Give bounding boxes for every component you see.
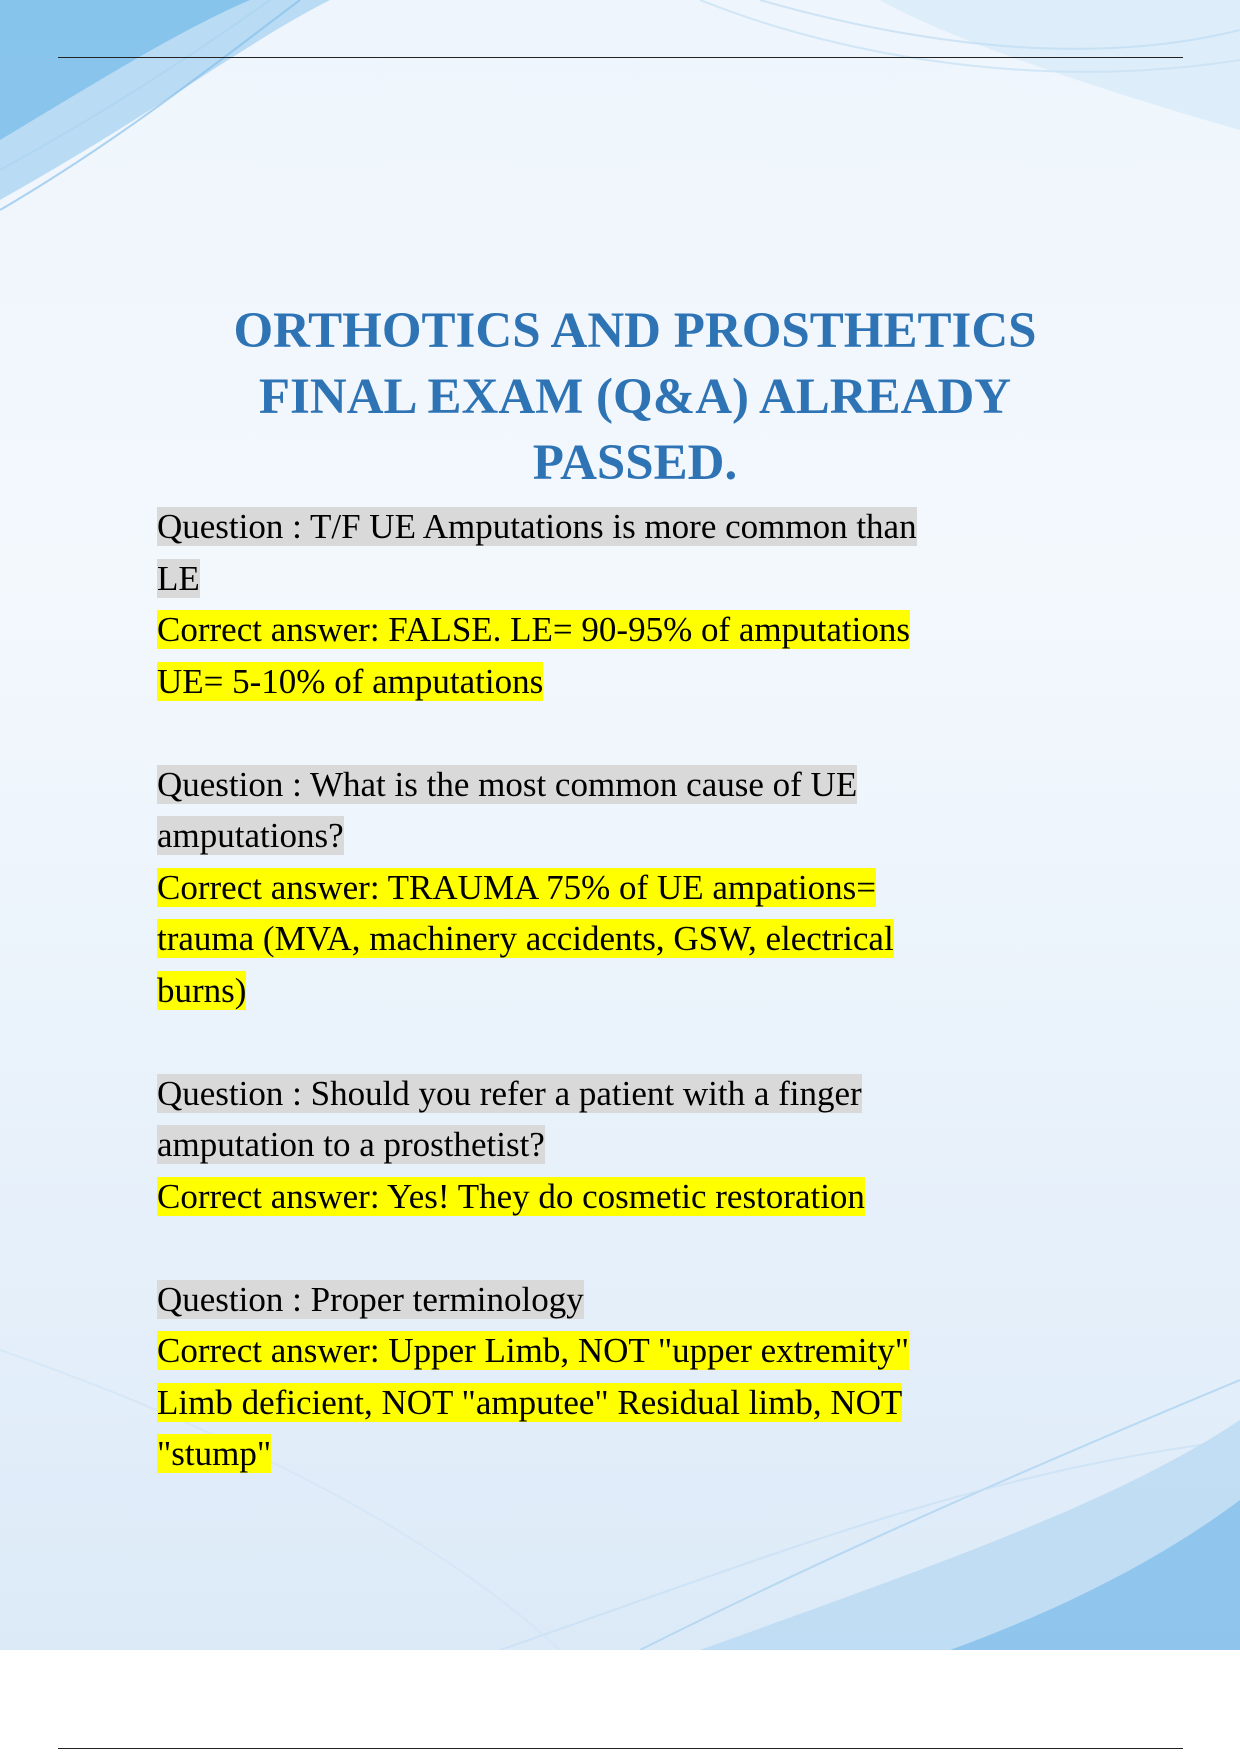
question-line: Question : Should you refer a patient with a finger	[157, 1073, 862, 1113]
answer-line: UE= 5-10% of amputations	[157, 661, 544, 701]
qa-item	[157, 501, 1077, 707]
document-title	[140, 298, 1130, 496]
title-line: PASSED.	[532, 435, 738, 491]
question-line: Question : What is the most common cause of UE	[157, 764, 858, 804]
question-line: amputation to a prosthetist?	[157, 1125, 545, 1164]
qa-list	[157, 501, 1077, 1480]
bottom-rule	[58, 1748, 1183, 1749]
answer-line: Correct answer: Yes! They do cosmetic restoration	[157, 1176, 865, 1216]
title-line: FINAL EXAM (Q&A) ALREADY	[258, 369, 1012, 425]
qa-item	[157, 759, 1077, 1017]
title-line: ORTHOTICS AND PROSTHETICS	[233, 303, 1037, 359]
answer-line: burns)	[157, 970, 247, 1010]
qa-item	[157, 1068, 1077, 1223]
qa-item	[157, 1274, 1077, 1480]
answer-line: Correct answer: FALSE. LE= 90-95% of amputations	[157, 610, 910, 649]
answer-line: Limb deficient, NOT "amputee" Residual limb, NOT	[157, 1382, 903, 1422]
question-line: Question : T/F UE Amputations is more common than	[157, 507, 917, 546]
question-line: Question : Proper terminology	[157, 1279, 584, 1319]
answer-line: Correct answer: TRAUMA 75% of UE ampations=	[157, 867, 876, 907]
question-line: amputations?	[157, 816, 344, 855]
answer-line: "stump"	[157, 1434, 272, 1473]
top-rule	[58, 57, 1183, 58]
question-line: LE	[157, 558, 200, 598]
answer-line: trauma (MVA, machinery accidents, GSW, electrical	[157, 919, 894, 958]
answer-line: Correct answer: Upper Limb, NOT "upper extremity"	[157, 1331, 910, 1370]
